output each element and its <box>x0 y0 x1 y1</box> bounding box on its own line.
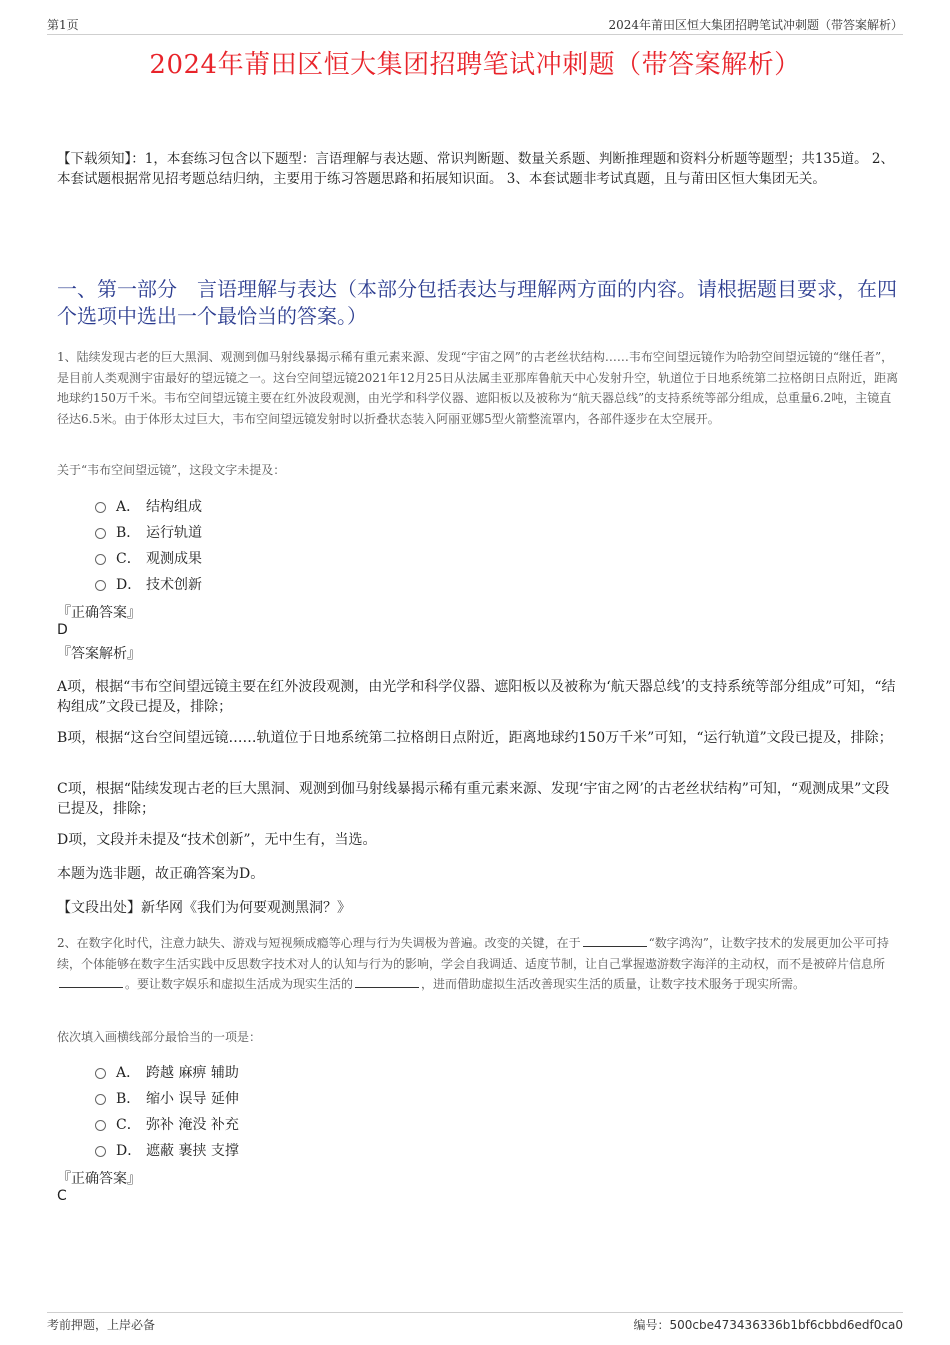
radio-icon[interactable] <box>95 1146 106 1157</box>
q1-analysis-a: A项，根据“韦布空间望远镜主要在红外波段观测，由光学和科学仪器、遮阳板以及被称为‘航天器总线’的支持系统等部分组成”可知，“结构组成”文段已提及，排除； <box>57 679 896 715</box>
radio-icon[interactable] <box>95 1120 106 1131</box>
q2-option-b[interactable]: B． 缩小 误导 延伸 <box>95 1085 395 1111</box>
q2-option-c[interactable]: C． 弥补 淹没 补充 <box>95 1111 395 1137</box>
footer-code: 编号：500cbe473436336b1bf6cbbd6edf0ca0 <box>633 1318 903 1332</box>
q1-options <box>95 493 395 597</box>
page-number: 第1页 <box>47 18 79 32</box>
radio-icon[interactable] <box>95 1068 106 1079</box>
download-notice: 【下载须知】：1，本套练习包含以下题型：言语理解与表达题、常识判断题、数量关系题、判断推理题和资料分析题等题型；共135道。 2、本套试题根据常见招考题总结归纳，主要用于练习答题思路和拓展知识面。 3、本套试题非考试真题，且与莆田区恒大集团无关。 <box>57 151 894 187</box>
q2-question: 依次填入画横线部分最恰当的一项是： <box>57 1030 262 1044</box>
q1-passage: 1、陆续发现古老的巨大黑洞、观测到伽马射线暴揭示稀有重元素来源、发现“宇宙之网”的古老丝状结构……韦布空间望远镜作为哈勃空间望远镜的“继任者”，是目前人类观测宇宙最好的望远镜之一。这台空间望远镜2021年12月25日从法属圭亚那库鲁航天中心发射升空，轨道位于日地系统第二拉格朗日点附近，距离地球约150万千米。韦布空间望远镜主要在红外波段观测，由光学和科学仪器、遮阳板以及被称为“航天器总线”的支持系统等部分组成，总重量6.2吨，主镜直径达6.5米。由于体形太过巨大，韦布空间望远镜发射时以折叠状态装入阿丽亚娜5型火箭整流罩内，各部件逐步在太空展开。 <box>57 350 899 426</box>
radio-icon[interactable] <box>95 528 106 539</box>
page-footer <box>47 1312 903 1332</box>
q2-passage: 2、在数字化时代，注意力缺失、游戏与短视频成瘾等心理与行为失调极为普遍。改变的关键，在于 “数字鸿沟”，让数字技术的发展更加公平可持续，个体能够在数字生活实践中反思数字技术对人的认知与行为的影响，学会自我调适、适度节制，让自己掌握遨游数字海洋的主动权，而不是被碎片信息所。要让数字娱乐和虚拟生活成为现实生活的 ，进而借助虚拟生活改善现实生活的质量，让数字技术服务于现实所需。 <box>57 936 889 991</box>
q1-analysis-label: 『答案解析』 <box>57 646 141 662</box>
fill-blank-3[interactable] <box>355 975 419 988</box>
q1-option-b[interactable]: B． 运行轨道 <box>95 519 395 545</box>
q2-option-a[interactable]: A． 跨越 麻痹 辅助 <box>95 1059 395 1085</box>
footer-slogan: 考前押题，上岸必备 <box>47 1318 156 1332</box>
fill-blank-2[interactable] <box>59 975 123 988</box>
radio-icon[interactable] <box>95 554 106 565</box>
q2-options <box>95 1059 395 1163</box>
radio-icon[interactable] <box>95 502 106 513</box>
page-title: 2024年莆田区恒大集团招聘笔试冲刺题（带答案解析） <box>149 50 801 80</box>
fill-blank-1[interactable] <box>583 934 647 947</box>
q1-analysis-d: D项，文段并未提及“技术创新”，无中生有，当选。 <box>57 832 377 848</box>
q1-analysis-b: B项，根据“这台空间望远镜……轨道位于日地系统第二拉格朗日点附近，距离地球约150万千米”可知，“运行轨道”文段已提及，排除； <box>57 730 893 746</box>
q1-option-a[interactable]: A． 结构组成 <box>95 493 395 519</box>
q1-conclusion: 本题为选非题，故正确答案为D。 <box>57 866 265 882</box>
page-header <box>47 14 903 35</box>
q2-answer: C <box>57 1188 67 1204</box>
section-heading: 一、第一部分 言语理解与表达（本部分包括表达与理解两方面的内容。请根据题目要求，在四个选项中选出一个最恰当的答案。） <box>57 277 897 328</box>
q1-source: 【文段出处】新华网《我们为何要观测黑洞？》 <box>57 900 351 916</box>
q1-option-d[interactable]: D． 技术创新 <box>95 571 395 597</box>
q1-answer-label: 『正确答案』 <box>57 605 141 621</box>
header-doc-title: 2024年莆田区恒大集团招聘笔试冲刺题（带答案解析） <box>608 18 903 32</box>
radio-icon[interactable] <box>95 580 106 591</box>
q1-option-c[interactable]: C． 观测成果 <box>95 545 395 571</box>
q2-answer-label: 『正确答案』 <box>57 1171 141 1187</box>
q1-answer: D <box>57 622 68 638</box>
q1-question: 关于“韦布空间望远镜”，这段文字未提及： <box>57 463 286 477</box>
q1-analysis-c: C项，根据“陆续发现古老的巨大黑洞、观测到伽马射线暴揭示稀有重元素来源、发现‘宇宙之网’的古老丝状结构”可知，“观测成果”文段已提及，排除； <box>57 781 890 817</box>
q2-option-d[interactable]: D． 遮蔽 裹挟 支撑 <box>95 1137 395 1163</box>
radio-icon[interactable] <box>95 1094 106 1105</box>
